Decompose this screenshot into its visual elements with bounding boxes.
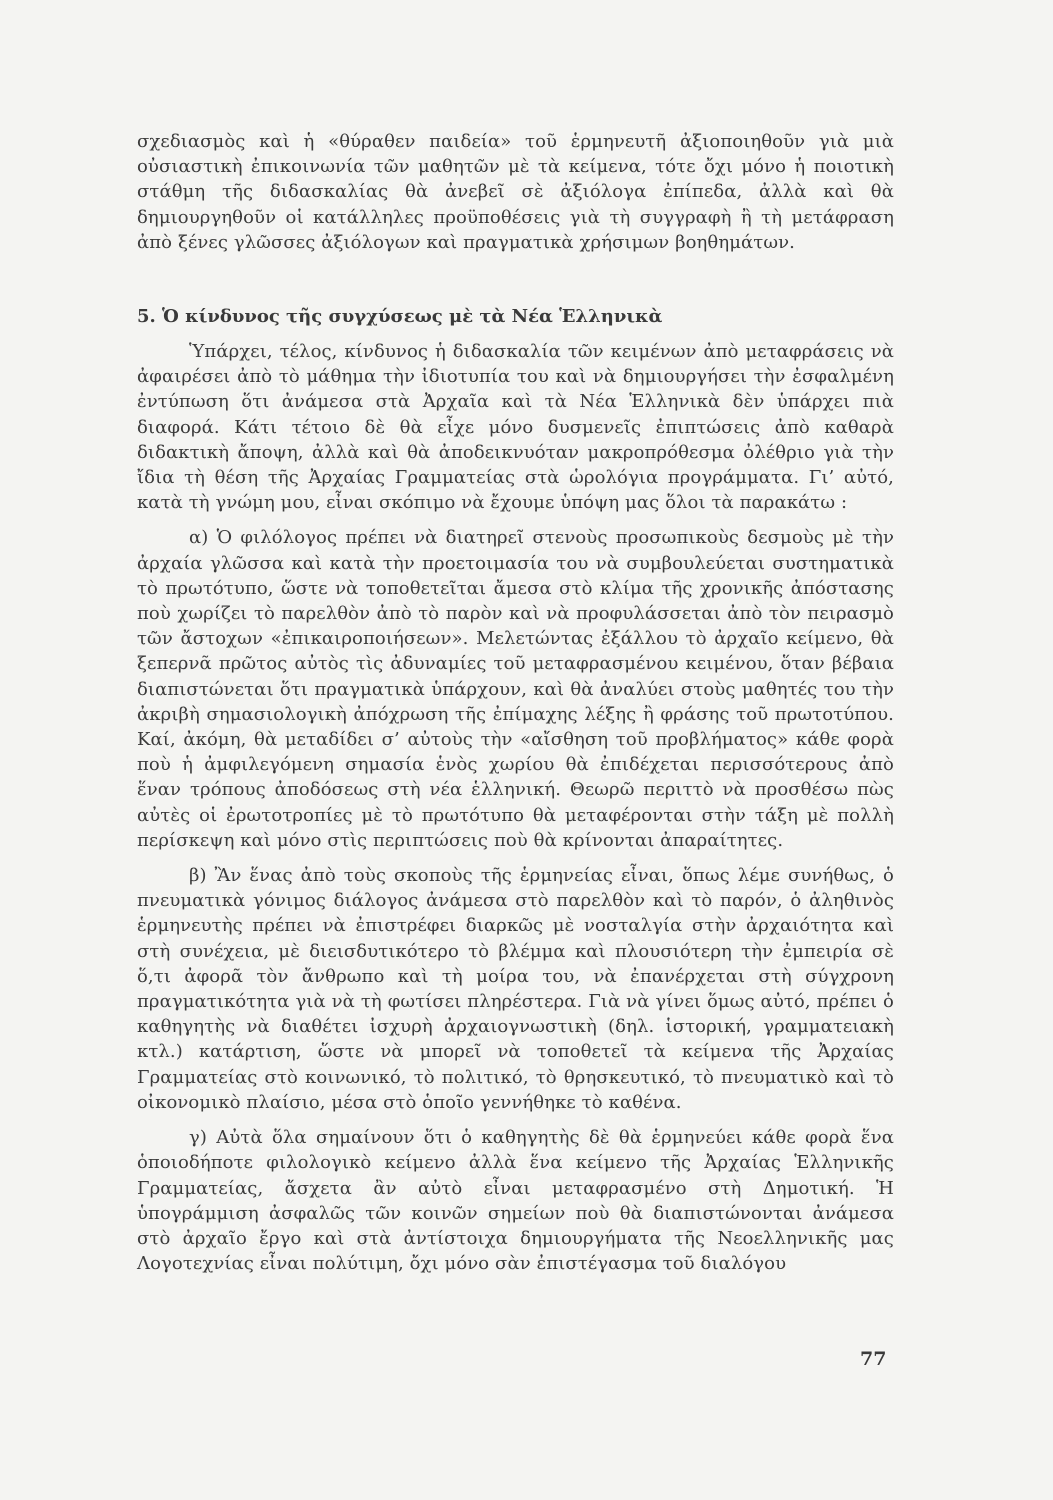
paragraph-item-c: γ) Αὐτὰ ὅλα σημαίνουν ὅτι ὁ καθηγητὴς δὲ θὰ ἑρμηνεύει κάθε φορὰ ἕνα ὁποιοδήποτε φιλολογικὸ κείμενο ἀλλὰ ἕνα κείμενο τῆς Ἀρχαίας Ἑλληνικῆς Γραμματείας, ἄσχετα ἂν αὐτὸ εἶναι μεταφρασμένο στὴ Δημοτική. Ἡ ὑπογράμμιση ἀσφαλῶς τῶν κοινῶν σημείων ποὺ θὰ διαπιστώνονται ἀνάμεσα στὸ ἀρχαῖο ἔργο καὶ στὰ ἀντίστοιχα δημιουργήματα τῆς Νεοελληνικῆς μας Λογοτεχνίας εἶναι πολύτιμη, ὄχι μόνο σὰν ἐπιστέγασμα τοῦ διαλόγου [137,1127,894,1275]
section-body [137,339,894,1286]
paragraph: Ὑπάρχει, τέλος, κίνδυνος ἡ διδασκαλία τῶν κειμένων ἀπὸ μεταφράσεις νὰ ἀφαιρέσει ἀπὸ τὸ μάθημα τὴν ἰδιοτυπία του καὶ νὰ δημιουργήσει τὴν ἐσφαλμένη ἐντύπωση ὅτι ἀνάμεσα στὰ Ἀρχαῖα καὶ τὰ Νέα Ἑλληνικὰ δὲν ὑπάρχει πιὰ διαφορά. Κάτι τέτοιο δὲ θὰ εἶχε μόνο δυσμενεῖς ἐπιπτώσεις ἀπὸ καθαρὰ διδακτικὴ ἄποψη, ἀλλὰ καὶ θὰ ἀποδεικνυόταν μακροπρόθεσμα ὀλέθριο γιὰ τὴν ἴδια τὴ θέση τῆς Ἀρχαίας Γραμματείας στὰ ὡρολόγια προγράμματα. Γι’ αὐτό, κατὰ τὴ γνώμη μου, εἶναι σκόπιμο νὰ ἔχουμε ὑπόψη μας ὅλοι τὰ παρακάτω : [137,341,894,514]
paragraph-item-a: α) Ὁ φιλόλογος πρέπει νὰ διατηρεῖ στενοὺς προσωπικοὺς δεσμοὺς μὲ τὴν ἀρχαία γλῶσσα καὶ κατὰ τὴν προετοιμασία του νὰ συμβουλεύεται συστηματικὰ τὸ πρωτότυπο, ὥστε νὰ τοποθετεῖται ἄμεσα στὸ κλίμα τῆς χρονικῆς ἀπόστασης ποὺ χωρίζει τὸ παρελθὸν ἀπὸ τὸ παρὸν καὶ νὰ προφυλάσσεται ἀπὸ τὸν πειρασμὸ τῶν ἄστοχων «ἐπικαιροποιήσεων». Μελετώντας ἐξάλλου τὸ ἀρχαῖο κείμενο, θὰ ξεπερνᾶ πρῶτος αὐτὸς τὶς ἀδυναμίες τοῦ μεταφρασμένου κειμένου, ὅταν βέβαια διαπιστώνεται ὅτι πραγματικὰ ὑπάρχουν, καὶ θὰ ἀναλύει στοὺς μαθητές του τὴν ἀκριβὴ σημασιολογικὴ ἀπόχρωση τῆς ἐπίμαχης λέξης ἢ φράσης τοῦ πρωτοτύπου. Καί, ἀκόμη, θὰ μεταδίδει σ’ αὐτοὺς τὴν «αἴσθηση τοῦ προβλήματος» κάθε φορὰ ποὺ ἡ ἀμφιλεγόμενη σημασία ἑνὸς χωρίου θὰ ἐπιδέχεται περισσότερους ἀπὸ ἕναν τρόπους ἀποδόσεως στὴ νέα ἑλληνική. Θεωρῶ περιττὸ νὰ προσθέσω πὼς αὐτὲς οἱ ἐρωτοτροπίες μὲ τὸ πρωτότυπο θὰ μεταφέρονται στὴν τάξη μὲ πολλὴ περίσκεψη καὶ μόνο στὶς περιπτώσεις ποὺ θὰ κρίνονται ἀπαραίτητες. [137,527,894,851]
page-number: 77 [860,1348,887,1370]
paragraph: σχεδιασμὸς καὶ ἡ «θύραθεν παιδεία» τοῦ ἑρμηνευτῆ ἀξιοποιηθοῦν γιὰ μιὰ οὐσιαστικὴ ἐπικοινωνία τῶν μαθητῶν μὲ τὰ κείμενα, τότε ὄχι μόνο ἡ ποιοτικὴ στάθμη τῆς διδασκαλίας θὰ ἀνεβεῖ σὲ ἀξιόλογα ἐπίπεδα, ἀλλὰ καὶ θὰ δημιουργηθοῦν οἱ κατάλληλες προϋποθέσεις γιὰ τὴ συγγραφὴ ἢ τὴ μετάφραση ἀπὸ ξένες γλῶσσες ἀξιόλογων καὶ πραγματικὰ χρήσιμων βοηθημάτων. [137,131,894,253]
section-heading: 5. Ὁ κίνδυνος τῆς συγχύσεως μὲ τὰ Νέα Ἑλληνικὰ [137,306,663,327]
paragraph-item-b: β) Ἂν ἕνας ἀπὸ τοὺς σκοποὺς τῆς ἑρμηνείας εἶναι, ὅπως λέμε συνήθως, ὁ πνευματικὰ γόνιμος διάλογος ἀνάμεσα στὸ παρελθὸν καὶ τὸ παρόν, ὁ ἀληθινὸς ἑρμηνευτὴς πρέπει νὰ ἐπιστρέφει διαρκῶς μὲ νοσταλγία στὴν ἀρχαιότητα καὶ στὴ συνέχεια, μὲ διεισδυτικότερο τὸ βλέμμα καὶ πλουσιότερη τὴν ἐμπειρία σὲ ὅ,τι ἀφορᾶ τὸν ἄνθρωπο καὶ τὴ μοίρα του, νὰ ἐπανέρχεται στὴ σύγχρονη πραγματικότητα γιὰ νὰ τὴ φωτίσει πληρέστερα. Γιὰ νὰ γίνει ὅμως αὐτό, πρέπει ὁ καθηγητὴς νὰ διαθέτει ἰσχυρὴ ἀρχαιογνωστικὴ (δηλ. ἱστορική, γραμματειακὴ κτλ.) κατάρτιση, ὥστε νὰ μπορεῖ νὰ τοποθετεῖ τὰ κείμενα τῆς Ἀρχαίας Γραμματείας στὸ κοινωνικό, τὸ πολιτικό, τὸ θρησκευτικό, τὸ πνευματικὸ καὶ τὸ οἰκονομικὸ πλαίσιο, μέσα στὸ ὁποῖο γεννήθηκε τὸ καθένα. [137,865,894,1113]
opening-paragraph-block [137,129,894,255]
